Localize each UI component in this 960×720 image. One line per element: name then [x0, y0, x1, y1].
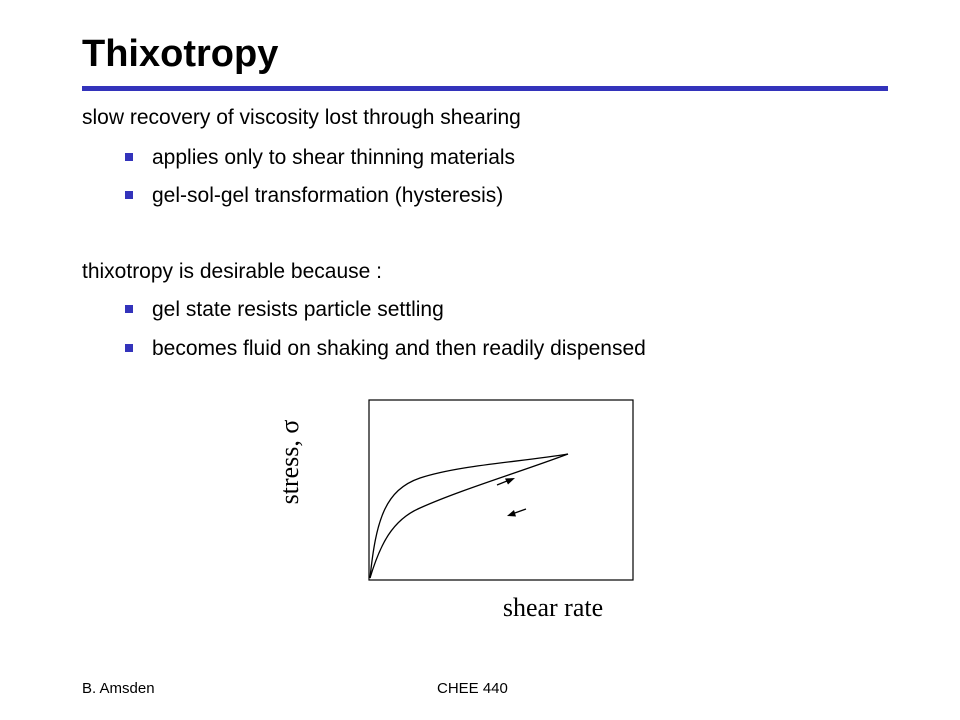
bullet-text: gel-sol-gel transformation (hysteresis): [152, 184, 504, 207]
bullet-text: becomes fluid on shaking and then readily dispensed: [152, 337, 646, 360]
upper-curve: [370, 454, 568, 578]
text-line-label: thixotropy is desirable because :: [82, 260, 382, 283]
x-axis-label: shear rate: [502, 593, 604, 622]
text-line-label: slow recovery of viscosity lost through shearing: [82, 106, 521, 129]
bullet-text: applies only to shear thinning materials: [152, 146, 516, 169]
footer-author: B. Amsden: [82, 680, 155, 697]
plot-frame: [369, 400, 633, 580]
y-axis-label: stress, σ: [275, 419, 304, 505]
arrow-down-icon: [507, 510, 516, 517]
slide-title: Thixotropy: [82, 33, 279, 75]
lower-curve: [370, 454, 568, 578]
footer-course: CHEE 440: [437, 680, 508, 697]
arrow-up-icon: [505, 478, 515, 485]
bullet-text: gel state resists particle settling: [152, 298, 444, 321]
